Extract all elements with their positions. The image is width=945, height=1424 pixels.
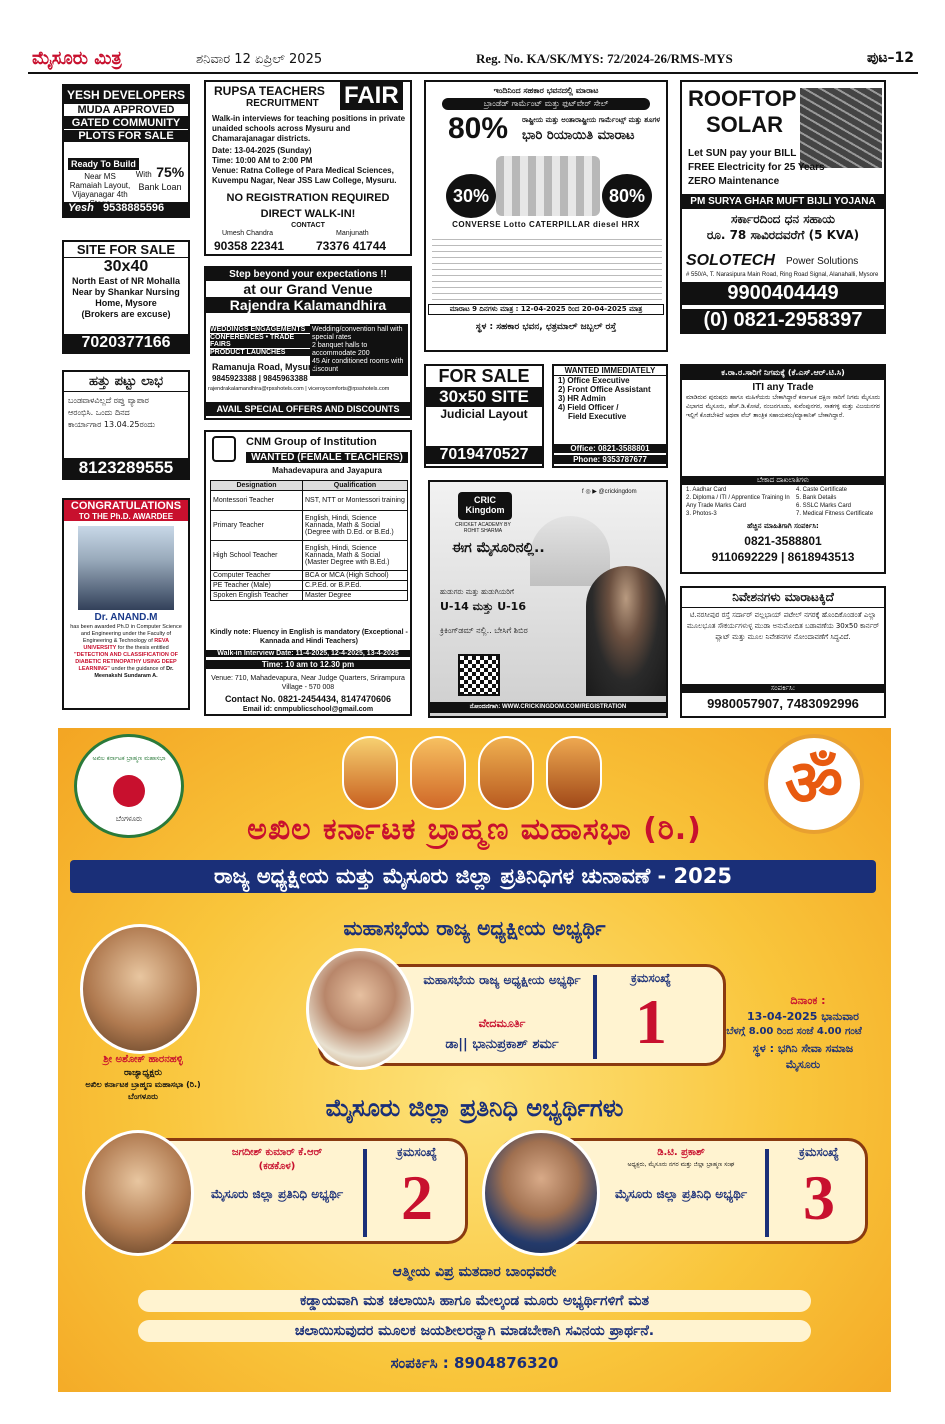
wanted-item-4: 4) Field Officer / [558,403,619,412]
hathu-phone: 8123289555 [64,458,188,478]
ksrtc-doc-6: 6. SSLC Marks Card [796,503,852,509]
table-row [211,591,408,601]
deity-image-1 [342,736,398,810]
ksrtc-doc-5: 5. Bank Details [796,495,837,501]
event-time: ಬೆಳಗ್ಗೆ 8.00 ರಿಂದ ಸಂಜೆ 4.00 ಗಂಟೆ [726,1026,862,1037]
cric-brand: CRIC Kingdom [458,492,512,520]
cnm-row-designation: Spoken English Teacher [211,591,303,601]
event-place-city: ಮೈಸೂರು [785,1058,821,1071]
cnm-row-designation: Computer Teacher [211,571,303,581]
hathu-pattu-ad [62,370,190,480]
yesh-footer [64,202,188,216]
sale-place: ಸ್ಥಳ : ಸಹಕಾರ ಭವನ, ಛತ್ರಮಾಲ್ ಜಬ್ಬಲ್ ರಸ್ತೆ [475,322,617,332]
ksrtc-docs-left [686,486,796,518]
banner-subtitle: ರಾಜ್ಯ ಅಧ್ಯಕ್ಷೀಯ ಮತ್ತು ಮೈಸೂರು ಜಿಲ್ಲಾ ಪ್ರತಿನಿಧಿಗಳ ಚುನಾವಣೆ - 2025 [70,860,876,893]
ksrtc-docs-title: ಬೇಕಾದ ದಾಖಲಾತಿಗಳು [682,476,884,485]
c3-sub: ಅಧ್ಯಕ್ಷರು, ಮೈಸೂರು ನಗರ ಮತ್ತು ಜಿಲ್ಲಾ ಬ್ರಾಹ್ಮಣ ಸಂಘ [627,1161,735,1168]
cric-social: f ◎ ▶ @crickingdom [582,489,637,495]
awardee-line-1: has been awarded Ph.D in Computer Science and Engineering under the Faculty of Engineering & Technology of [70,624,182,644]
cnm-row-designation: PE Teacher (Male) [211,581,303,591]
sale-line-1: ಇಂದಿನಿಂದ ಸಹಕಾರ ಭವನದಲ್ಲಿ ಮಾರಾಟ [493,86,599,95]
solar-brand-2: Power Solutions [786,256,859,267]
yesh-developers-ad [62,84,190,218]
venue-l3: PRODUCT LAUNCHES [210,349,310,356]
cnm-row-qualification: BCA or MCA (High School) [303,571,408,581]
cric-now: ಈಗ ಮೈಸೂರಿನಲ್ಲಿ.. [452,540,545,556]
logo-emblem-icon [113,775,145,807]
brahmana-mahasabha-banner [58,728,891,1392]
rupsa-title-2: RECRUITMENT [246,98,319,109]
district-heading: ಮೈಸೂರು ಜಿಲ್ಲಾ ಪ್ರತಿನಿಧಿ ಅಭ್ಯರ್ಥಿಗಳು [325,1094,624,1122]
left-name: ಶ್ರೀ ಅಶೋಕ್ ಹಾರನಹಳ್ಳಿ [103,1054,183,1065]
rupsa-walkin: DIRECT WALK-IN! [260,208,356,220]
yesh-loan-c: Bank Loan [138,182,182,192]
ksrtc-doc-2: 2. Diploma / ITI / Apprentice Training In Any Trade Marks Card [686,495,790,509]
ashok-haranahalli-photo [80,924,200,1054]
solar-title-2: SOLAR [706,112,783,137]
awardee-guide: Dr. Meenakshi Sundaram A. [94,666,174,679]
venue-r3: 45 Air conditioned rooms with discount [312,358,404,373]
branded-sale-ad [424,80,668,352]
c3-divider [765,1149,769,1237]
cnm-row-qualification: NST, NTT or Montessori training [303,491,408,511]
awardee-univ: REVA UNIVERSITY [83,638,170,651]
site-title: SITE FOR SALE [64,242,188,258]
cnm-table [210,480,408,601]
c2-number: 2 [401,1162,433,1233]
yesh-phone: 9538885596 [102,202,165,214]
cnm-row-qualification: English, Hindi, Science Kannada, Math & Social (Degree with D.Ed. or B.Ed.) [303,511,408,541]
cnm-row-designation: High School Teacher [211,541,303,571]
sale-line-3: ರಾಷ್ಟ್ರೀಯ ಮತ್ತು ಅಂತಾರಾಷ್ಟ್ರೀಯ ಗಾರ್ಮೆಂಟ್ಸ್ ಮತ್ತು ಶೂಗಳ [522,116,661,124]
table-row [211,581,408,591]
cric-register: ನೋಂದಣಿಗಾಗಿ: WWW.CRICKINGDOM.COM/REGISTRATION [430,702,666,713]
yesh-brand: Yesh [68,202,94,214]
venue-right-list [310,324,408,376]
table-row [211,571,408,581]
venue-r1: Wedding/convention hall with special rates [312,326,403,341]
rupsa-contact: CONTACT [291,222,325,229]
deity-image-4 [546,736,602,810]
solar-kn-2: ರೂ. 78 ಸಾವಿರದವರೆಗೆ (5 KVA) [706,228,860,242]
venue-address: Ramanuja Road, Mysuru [212,362,318,372]
cnm-time: Time: 10 am to 12.30 pm [206,660,410,669]
sale-shoppers-image [496,156,600,216]
cnm-wanted: WANTED (FEMALE TEACHERS) [246,452,408,463]
rupsa-venue: Venue: Ratna College of Para Medical Sciences, Kuvempu Nagar, Near JSS Law College, Mysuru. [212,166,397,185]
paper-name: ಮೈಸೂರು ಮಿತ್ರ [32,48,122,69]
ksrtc-doc-7: 7. Medical Fitness Certificate [796,511,874,517]
solar-benefit-1: Let SUN pay your BILL [688,148,797,159]
cric-player-photo [586,566,666,696]
wanted-item-3: 3) HR Admin [558,394,606,403]
wanted-item-1: 1) Office Executive [558,376,630,385]
phd-congrats-ad [62,498,190,710]
cnm-venue: Venue: 710, Mahadevapura, Near Judge Quarters, Srirampura Village - 570 008 [211,675,405,691]
cnm-row-qualification: English, Hindi, Science Kannada, Math & Social (Master Degree with B.Ed.) [303,541,408,571]
awardee-line-3: under the guidance of [111,666,165,672]
solar-phone-2: (0) 0821-2958397 [682,308,884,332]
cric-qr-icon [458,654,500,696]
solar-kn-1: ಸರ್ಕಾರದಿಂದ ಧನ ಸಹಾಯ [731,212,835,226]
rupsa-phone-1: 90358 22341 [214,239,285,253]
cnm-contact: Contact No. 0821-2454434, 8147470606 [224,694,392,704]
solar-benefit-2: FREE Electricity for 25 Years [688,162,825,173]
ksrtc-phone-2: 9110692229 | 8618943513 [711,550,855,564]
site-for-sale-ad [62,240,190,354]
yesh-tag3: PLOTS FOR SALE [64,129,188,142]
jagadish-kumar-photo [82,1130,194,1256]
cric-camp: ಕ್ರಿಕಿಂಗ್‌ಡಮ್ ನಲ್ಲಿ.. ಬೇಸಿಗೆ ಶಿಬಿರ [440,626,528,635]
yesh-title: YESH DEVELOPERS [64,86,188,104]
crickingdom-ad [428,480,668,718]
cnm-logo-icon [212,436,236,462]
cnm-th-qualification: Qualification [303,481,408,491]
ksrtc-docs-right [796,486,886,518]
congrats-subtitle: TO THE Ph.D. AWARDEE [64,512,188,521]
table-row [211,541,408,571]
nivesh-desc: ಟಿ.ನರಸೀಪುರ ರಸ್ತೆ ಸರ್ದಾರ್ ವಲ್ಲಭಾಯ್ ಪಟೇಲ್ ನಗರಕ್ಕೆ ಹೊಂದಿಕೊಂಡಂತೆ ಎಲ್ಲಾ ಮೂಲಭೂತ ಸೌಕರ್ಯಗಳುಳ್ಳ ಮುಡಾ ಅನುಮೋದಿತ ಬಡಾವಣೆಯ 30x50 ಕಾರ್ನರ್ ಪ್ಲಾಟ್ ಮತ್ತು ಮೂಲ ನಿವೇಶನಗಳ ನೋಂದಾವಣೆಗೆ ಸಿದ್ಧವಿದೆ. [686,611,880,641]
event-date: 13-04-2025 ಭಾನುವಾರ [747,1010,859,1023]
rupsa-fair: FAIR [340,82,403,110]
forsale-title: FOR SALE [438,366,530,386]
awardee-photo [78,526,174,610]
site-size: 30x40 [103,258,149,275]
ksrtc-doc-4: 4. Caste Certificate [796,487,848,493]
ksrtc-phone-1: 0821-3588801 [744,534,822,548]
sale-off-30: 30% [446,174,496,218]
wanted-title: WANTED IMMEDIATELY [554,366,666,376]
table-row [211,511,408,541]
site-note: (Brokers are excuse) [81,309,171,319]
appeal-3: ಚಲಾಯಿಸುವುದರ ಮೂಲಕ ಜಯಶೀಲರನ್ನಾಗಿ ಮಾಡಬೇಕಾಗಿ ಸವಿನಯ ಪ್ರಾರ್ಥನೆ. [138,1320,811,1342]
rupsa-noreg: NO REGISTRATION REQUIRED [226,192,390,204]
venue-phones: 9845923388 | 9845963388 [212,374,308,383]
solar-brand: SOLOTECH [686,252,775,269]
for-sale-30x50-ad [424,364,544,468]
deity-image-3 [478,736,534,810]
sale-line-4: ಭಾರಿ ರಿಯಾಯಿತಿ ಮಾರಾಟ [522,128,635,143]
cnm-location: Mahadevapura and Jayapura [272,466,382,475]
dt-prakash-photo [482,1130,600,1256]
c3-serial-label: ಕ್ರಮಸಂಖ್ಯೆ [799,1145,839,1159]
left-role: ರಾಜ್ಯಾಧ್ಯಕ್ಷರು [124,1068,162,1078]
hathu-title: ಹತ್ತು ಪಟ್ಟು ಲಾಭ [64,372,188,392]
c1-role: ಮಹಾಸಭೆಯ ರಾಜ್ಯ ಅಧ್ಯಕ್ಷೀಯ ಅಭ್ಯರ್ಥಿ [423,973,581,987]
c2-serial-label: ಕ್ರಮಸಂಖ್ಯೆ [397,1145,437,1159]
venue-offer: AVAIL SPECIAL OFFERS AND DISCOUNTS [206,402,410,416]
ksrtc-more: ಹೆಚ್ಚಿನ ಮಾಹಿತಿಗಾಗಿ ಸಂಪರ್ಕಿಸಿ: [747,522,819,530]
cnm-table-header [211,481,408,491]
sale-fineprint-area [432,234,662,300]
wanted-office: Office: 0821-3588801 [554,444,666,453]
rooftop-solar-ad [680,80,886,334]
cnm-email: Email id: cnmpublicschool@gmail.com [242,706,374,713]
ksrtc-title: ಕ.ರಾ.ರ.ಸಾರಿಗೆ ನಿಗಮಕ್ಕೆ (ಕೆ.ಎಸ್.ಆರ್.ಟಿ.ಸಿ) [682,366,884,380]
yesh-tag1: MUDA APPROVED [64,104,188,117]
forsale-size: 30x50 SITE [426,387,542,407]
venue-tagline: Step beyond your expectations !! [206,268,410,281]
awardee-thesis: "DETECTION AND CLASSIFICATION OF DIABETIC RETINOPATHY USING DEEP LEARNING" [73,652,179,672]
ksrtc-ad [680,364,886,574]
yesh-tag2: GATED COMMUNITY [64,117,188,129]
hathu-line-2: ಆರಂಭಿಸಿ. ಒಂದು ದಿನದ [68,408,130,417]
cnm-group-ad [204,430,412,716]
sale-dates: ಮಾರಾಟ 9 ದಿನಗಳು ಮಾತ್ರ : 12-04-2025 ರಿಂದ 20-04-2025 ಮಾತ್ರ [428,304,664,315]
solar-panel-image [800,88,882,168]
event-date-label: ದಿನಾಂಕ : [790,994,826,1007]
banner-title: ಅಖಿಲ ಕರ್ನಾಟಕ ಬ್ರಾಹ್ಮಣ ಮಹಾಸಭಾ (ರಿ.) [247,812,702,847]
wanted-item-2: 2) Front Office Assistant [558,385,651,394]
nivesh-title: ನಿವೇಶನಗಳು ಮಾರಾಟಕ್ಕಿದೆ [682,588,884,608]
grand-venue-ad [204,266,412,420]
ksrtc-doc-3: 3. Photos-3 [686,511,717,517]
solar-address: # 550/A, T. Narasipura Main Road, Ring Road Signal, Alanahalli, Mysore [686,272,879,278]
forsale-layout: Judicial Layout [440,407,528,421]
sale-off-80: 80% [602,174,652,218]
c3-number: 3 [803,1162,835,1233]
cnm-title: CNM Group of Institution [246,436,377,448]
venue-email: rajendrakalamandhira@rpsshotels.com | viceroycomforts@rpsshotels.com [208,386,390,392]
ksrtc-doc-1: 1. Aadhar Card [686,487,727,493]
congrats-title: CONGRATULATIONS [64,500,188,512]
c2-name: ಜಗದೀಶ್ ಕುಮಾರ್ ಕೆ.ಆರ್ [231,1147,323,1158]
niveshana-ad [680,586,886,718]
table-row [211,491,408,511]
president-heading: ಮಹಾಸಭೆಯ ರಾಜ್ಯ ಅಧ್ಯಕ್ಷೀಯ ಅಭ್ಯರ್ಥಿ [343,916,606,940]
left-city: ಬೆಂಗಳೂರು [128,1092,158,1101]
nivesh-contact: ಸಂಪರ್ಕಿಸಿ: [682,684,884,693]
c1-divider [593,975,597,1059]
cric-subtitle: CRICKET ACADEMY BY ROHIT SHARMA [455,522,511,534]
bhanuprakash-sharma-photo [306,948,414,1070]
issue-date: ಶನಿವಾರ 12 ಏಪ್ರಿಲ್ 2025 [196,52,323,67]
hathu-line-1: ಬಂಡವಾಳವಿಲ್ಲದೆ ರಪ್ತು ವ್ಯಾಪಾರ [68,396,149,405]
rupsa-name-2: Manjunath [336,230,369,237]
rupsa-desc: Walk-in interviews for teaching positions in private unaided schools across Mysuru and Chamarajanagar districts. [212,114,406,143]
cnm-note: Kindly note: Fluency in English is mandatory (Exceptional - Kannada and Hindi Teachers) [210,629,408,645]
rupsa-date: Date: 13-04-2025 (Sunday) [212,146,312,155]
sale-upto: 80% [448,112,509,145]
yesh-location: Near MS Ramaiah Layout, Vijayanagar 4th [69,172,131,199]
venue-r2: 2 banquet halls to accommodate 200 [312,342,370,357]
deity-image-2 [410,736,466,810]
wanted-item-5: Field Executive [568,412,627,421]
site-phone: 7020377166 [64,334,188,352]
cnm-row-designation: Primary Teacher [211,511,303,541]
cnm-dates: Walk-in Interview Date: 11-4-2025, 12-4-2025, 13-4-2025 [206,650,410,657]
cric-boys: ಹುಡುಗರು ಮತ್ತು ಹುಡುಗಿಯರಿಗೆ [440,588,514,596]
ksrtc-iti: ITI any Trade [752,382,814,393]
c1-serial-label: ಕ್ರಮಸಂಖ್ಯೆ [631,971,671,985]
yesh-loan-b: 75% [156,164,185,180]
forsale-phone: 7019470527 [426,446,542,464]
solar-yojana: PM SURYA GHAR MUFT BIJLI YOJANA [682,194,884,209]
masthead [28,46,918,74]
awardee-name: Dr. ANAND.M [94,612,158,623]
rupsa-title-1: RUPSA TEACHERS [214,84,325,98]
c1-number: 1 [635,986,667,1057]
page-number: ಪುಟ–12 [866,50,914,66]
cnm-row-qualification: C.P.Ed. or B.P.Ed. [303,581,408,591]
rupsa-phone-2: 73376 41744 [316,239,387,253]
c2-divider [363,1149,367,1237]
venue-name: Rajendra Kalamandhira [206,297,410,313]
yesh-tag4: Ready To Build [68,158,139,170]
rupsa-name-1: Umesh Chandra [222,230,273,237]
cnm-th-designation: Designation [211,481,303,491]
c3-role: ಮೈಸೂರು ಜಿಲ್ಲಾ ಪ್ರತಿನಿಧಿ ಅಭ್ಯರ್ಥಿ [614,1187,748,1201]
c3-name: ಡಿ.ಟಿ. ಪ್ರಕಾಶ್ [657,1147,705,1158]
solar-phone-1: 9900404449 [682,282,884,305]
cnm-row-designation: Montessori Teacher [211,491,303,511]
rupsa-fair-ad [204,80,412,256]
logo-text-top: ಅಖಿಲ ಕರ್ನಾಟಕ ಬ್ರಾಹ್ಮಣ ಮಹಾಸಭಾ [92,755,166,762]
appeal-1: ಆತ್ಮೀಯ ವಿಪ್ರ ಮತದಾರ ಬಾಂಧವರೇ [392,1264,557,1280]
ksrtc-desc: ಮಾಡಿರುವ ಪುರುಷರು ಹಾಗೂ ಮಹಿಳೆಯರು ಬೇಕಾಗಿದ್ದಾರೆ ಕರ್ನಾಟಕ ದಕ್ಷಿಣ ಸಾರಿಗೆ ನಿಗಮ ಮೈಸೂರು ವಿಭಾಗದ ಮೈಸೂರು, ಹೆಚ್.ಡಿ.ಕೋಟೆ, ನಂಜನಗೂಡು, ಕುವೆಂಪುನಗರ, ಸಾತಗಳ್ಳಿ ಮತ್ತು ವಿಜಯನಗರ ಇಲ್ಲಿಗೆ ಕೊಡಬೇಕಿದೆ ಅಥವಾ ವೆಬ್ ತಾಂತ್ರಿಕ ಸಹಾಯಕರು/ಮ್ಯಾಕಾನಿಕ್ ಬೇಕಾಗಿದ್ದಾರೆ. [686,394,880,419]
cnm-row-qualification: Master Degree [303,591,408,601]
yesh-loan-a: With [135,170,152,179]
venue-l2: CONFERENCES • TRADE FAIRS [210,334,310,348]
sale-line-2: ಬ್ರಾಂಡೆಡ್ ಗಾರ್ಮೆಂಟ್ ಮತ್ತು ಫುಟ್‌ವೇರ್ ಸೇಲ್ [442,98,650,110]
left-org: ಅಖಿಲ ಕರ್ನಾಟಕ ಬ್ರಾಹ್ಮಣ ಮಹಾಸಭಾ (ರಿ.) [85,1080,201,1089]
nivesh-phone: 9980057907, 7483092996 [707,696,859,711]
c1-name: ಡಾ|| ಭಾನುಪ್ರಕಾಶ್ ಶರ್ಮ [445,1037,559,1052]
venue-heading: at our Grand Venue [243,281,373,297]
c2-role: ಮೈಸೂರು ಜಿಲ್ಲಾ ಪ್ರತಿನಿಧಿ ಅಭ್ಯರ್ಥಿ [210,1187,344,1201]
hathu-line-3: ಕಾರ್ಯಾಗಾರ 13.04.25ರಂದು [68,420,155,429]
c2-sub: (ಕಡಕೊಳ) [258,1161,296,1172]
c1-title: ವೇದಮೂರ್ತಿ [478,1017,526,1030]
banner-contact: ಸಂಪರ್ಕಿಸಿ : 8904876320 [390,1354,559,1372]
sale-brands: CONVERSE Lotto CATERPILLAR diesel HRX [452,220,640,229]
rupsa-time: Time: 10:00 AM to 2:00 PM [212,156,313,165]
yesh-loan-badge [134,164,186,192]
wanted-phone: Phone: 9353787677 [554,455,666,464]
venue-left-list [210,326,310,356]
cric-ages: U-14 ಮತ್ತು U-16 [440,600,526,613]
venue-l1: WEDDINGS ENGAGEMENTS [210,326,310,333]
registration-number: Reg. No. KA/SK/MYS: 72/2024-26/RMS-MYS [476,51,733,66]
awardee-line-2: for the thesis entitled [117,645,169,651]
site-desc: North East of NR Mohalla Near by Shankar Nursing Home, Mysore [71,276,180,308]
appeal-2: ಕಡ್ಡಾಯವಾಗಿ ಮತ ಚಲಾಯಿಸಿ ಹಾಗೂ ಮೇಲ್ಕಂಡ ಮೂರು ಅಭ್ಯರ್ಥಿಗಳಿಗೆ ಮತ [138,1290,811,1312]
solar-title-1: ROOFTOP [688,86,797,111]
awardee-text [66,624,186,680]
om-glyph: ॐ [784,747,844,821]
logo-text-city: ಬೆಂಗಳೂರು [115,815,143,823]
wanted-immediately-ad [552,364,668,468]
solar-benefit-3: ZERO Maintenance [688,176,780,187]
event-place: ಸ್ಥಳ : ಭಗಿನಿ ಸೇವಾ ಸಮಾಜ [752,1042,854,1055]
